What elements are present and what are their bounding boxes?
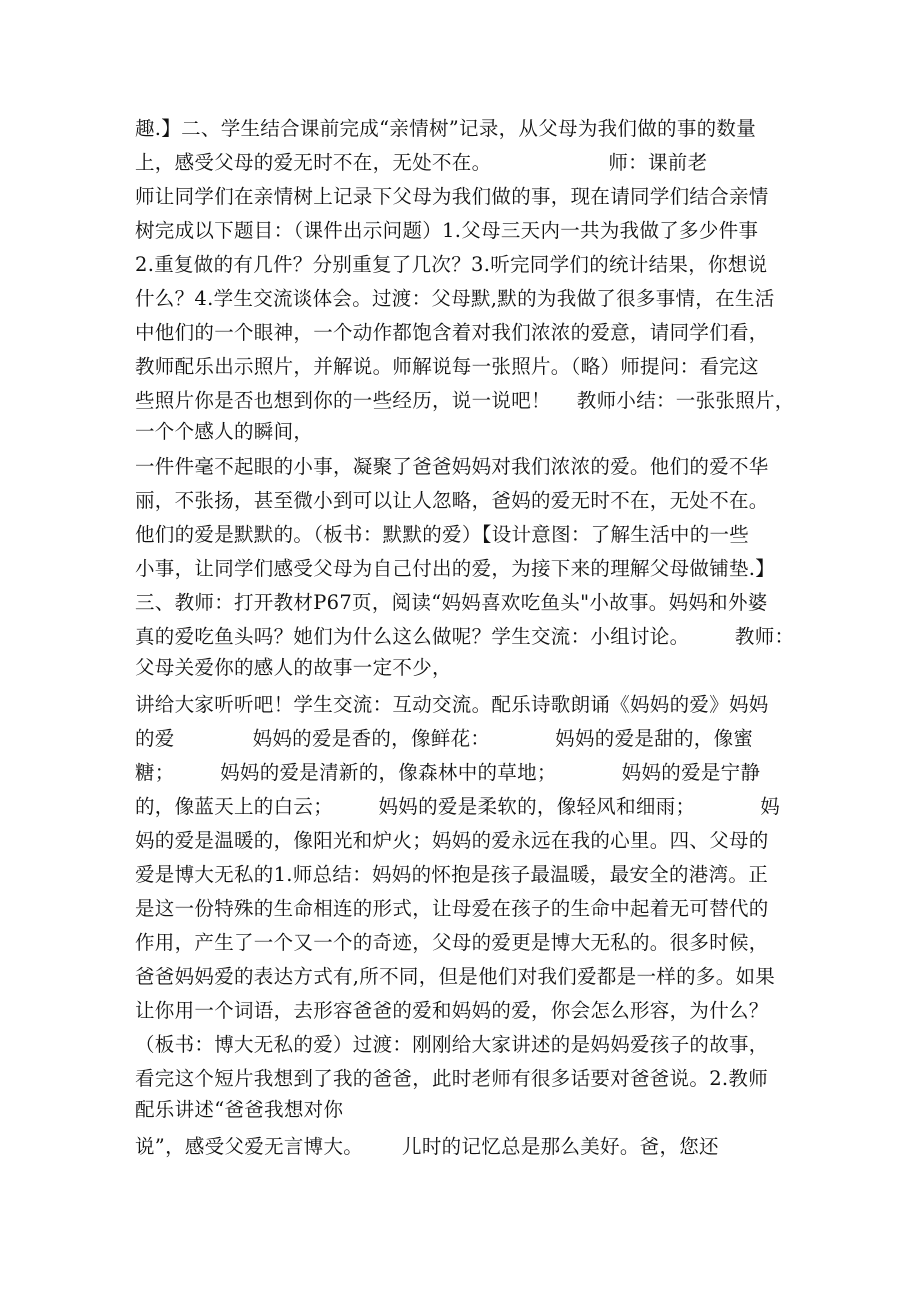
text-line: 一件件毫不起眼的小事，凝聚了爸爸妈妈对我们浓浓的爱。他们的爱不华	[135, 455, 769, 478]
text-line: 是这一份特殊的生命相连的形式，让母爱在孩子的生命中起着无可替代的	[135, 897, 769, 920]
text-line: 作用，产生了一个又一个的奇迹，父母的爱更是博大无私的。很多时候，	[135, 931, 769, 954]
text-line: 他们的爱是默默的。（板书：默默的爱）【设计意图：了解生活中的一些	[135, 523, 750, 546]
text-line: 什么？4.学生交流谈体会。过渡：父母默,默的为我做了很多事情，在生活	[135, 287, 775, 310]
text-line: 2.重复做的有几件？分别重复了几次？3.听完同学们的统计结果，你想说	[135, 253, 768, 276]
text-line: 师让同学们在亲情树上记录下父母为我们做的事，现在请同学们结合亲情	[135, 185, 769, 208]
text-line: 上，感受父母的爱无时不在，无处不在。 师：课前老	[135, 151, 708, 174]
text-line: 丽，不张扬，甚至微小到可以让人忽略，爸妈的爱无时不在，无处不在。	[135, 489, 769, 512]
text-line: 妈的爱是温暖的，像阳光和炉火；妈妈的爱永远在我的心里。四、父母的	[135, 829, 769, 852]
text-line: 趣.】二、学生结合课前完成“亲情树”记录，从父母为我们做的事的数量	[135, 117, 757, 140]
text-line: 的，像蓝天上的白云； 妈妈的爱是柔软的，像轻风和细雨； 妈	[135, 795, 781, 818]
text-line: 中他们的一个眼神，一个动作都饱含着对我们浓浓的爱意，请同学们看，	[135, 321, 769, 344]
text-line: 说”，感受父爱无言博大。 儿时的记忆总是那么美好。爸，您还	[135, 1135, 719, 1158]
text-line: 树完成以下题目：（课件出示问题）1.父母三天内一共为我做了多少件事	[135, 219, 759, 242]
text-line: 看完这个短片我想到了我的爸爸，此时老师有很多话要对爸爸说。2.教师	[135, 1067, 769, 1090]
text-line: 讲给大家听听吧！学生交流：互动交流。配乐诗歌朗诵《妈妈的爱》妈妈	[135, 693, 769, 716]
text-line: 些照片你是否也想到你的一些经历，说一说吧！ 教师小结：一张张照片，	[135, 389, 795, 412]
text-line: 一个个感人的瞬间，	[135, 420, 314, 443]
text-line: 教师配乐出示照片，并解说。师解说每一张照片。（略）师提问：看完这	[135, 355, 759, 378]
text-line: 真的爱吃鱼头吗？她们为什么这么做呢？学生交流：小组讨论。 教师：	[135, 625, 795, 648]
text-line: 配乐讲述“爸爸我想对你	[135, 1098, 344, 1121]
text-line: 爸爸妈妈爱的表达方式有,所不同，但是他们对我们爱都是一样的多。如果	[135, 965, 776, 988]
text-line: 三、教师：打开教材P67页，阅读“妈妈喜欢吃鱼头"小故事。妈妈和外婆	[135, 591, 768, 614]
text-line: 糖； 妈妈的爱是清新的，像森林中的草地； 妈妈的爱是宁静	[135, 761, 761, 784]
text-line: 让你用一个词语，去形容爸爸的爱和妈妈的爱，你会怎么形容，为什么？	[135, 999, 769, 1022]
text-line: 爱是博大无私的1.师总结：妈妈的怀抱是孩子最温暖，最安全的港湾。正	[135, 863, 769, 886]
text-line: 的爱 妈妈的爱是香的，像鲜花： 妈妈的爱是甜的，像蜜	[135, 727, 754, 750]
text-line: 小事，让同学们感受父母为自己付出的爱，为接下来的理解父母做铺垫.】	[135, 557, 776, 580]
text-line: （板书：博大无私的爱）过渡：刚刚给大家讲述的是妈妈爱孩子的故事，	[135, 1033, 769, 1056]
text-line: 父母关爱你的感人的故事一定不少，	[135, 656, 452, 679]
